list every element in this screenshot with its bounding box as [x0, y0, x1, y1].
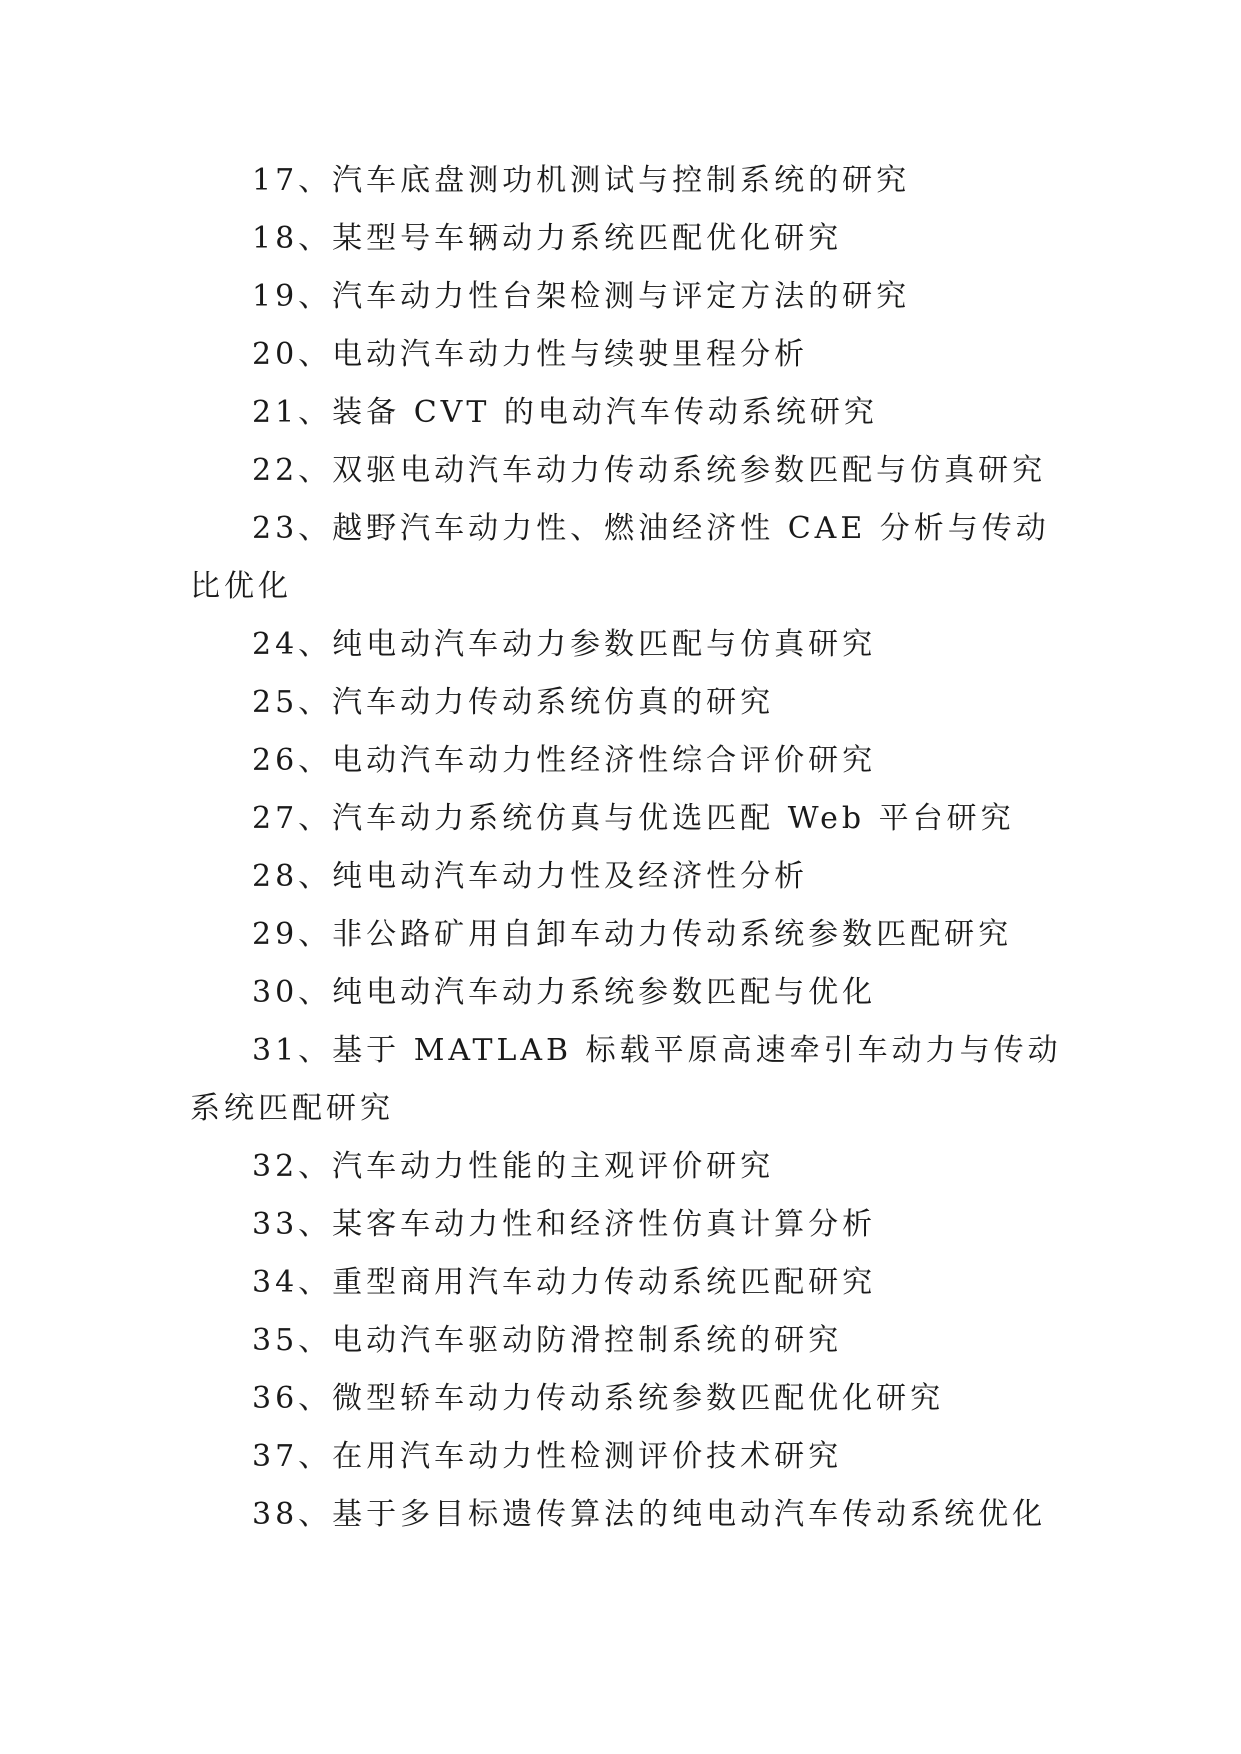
list-item: 29、非公路矿用自卸车动力传动系统参数匹配研究	[252, 917, 1013, 952]
list-item: 17、汽车底盘测功机测试与控制系统的研究	[252, 163, 911, 198]
list-item: 32、汽车动力性能的主观评价研究	[252, 1149, 775, 1184]
list-item: 35、电动汽车驱动防滑控制系统的研究	[252, 1323, 843, 1358]
list-item: 34、重型商用汽车动力传动系统匹配研究	[252, 1265, 877, 1300]
list-item: 31、基于 MATLAB 标载平原高速牵引车动力与传动系统匹配研究	[190, 1033, 1062, 1126]
list-item: 21、装备 CVT 的电动汽车传动系统研究	[252, 395, 878, 430]
list-item: 19、汽车动力性台架检测与评定方法的研究	[252, 279, 911, 314]
list-item: 38、基于多目标遗传算法的纯电动汽车传动系统优化	[252, 1497, 1047, 1532]
list-item: 23、越野汽车动力性、燃油经济性 CAE 分析与传动比优化	[190, 511, 1050, 604]
list-item: 27、汽车动力系统仿真与优选匹配 Web 平台研究	[252, 801, 1015, 836]
list-item: 20、电动汽车动力性与续驶里程分析	[252, 337, 809, 372]
list-item: 24、纯电动汽车动力参数匹配与仿真研究	[252, 627, 877, 662]
topic-list	[190, 152, 1070, 1544]
list-item: 33、某客车动力性和经济性仿真计算分析	[252, 1207, 877, 1242]
list-item: 25、汽车动力传动系统仿真的研究	[252, 685, 775, 720]
list-item: 36、微型轿车动力传动系统参数匹配优化研究	[252, 1381, 945, 1416]
list-item: 28、纯电动汽车动力性及经济性分析	[252, 859, 809, 894]
list-item: 18、某型号车辆动力系统匹配优化研究	[252, 221, 843, 256]
list-item: 26、电动汽车动力性经济性综合评价研究	[252, 743, 877, 778]
list-item: 37、在用汽车动力性检测评价技术研究	[252, 1439, 843, 1474]
list-item: 22、双驱电动汽车动力传动系统参数匹配与仿真研究	[252, 453, 1047, 488]
list-item: 30、纯电动汽车动力系统参数匹配与优化	[252, 975, 877, 1010]
